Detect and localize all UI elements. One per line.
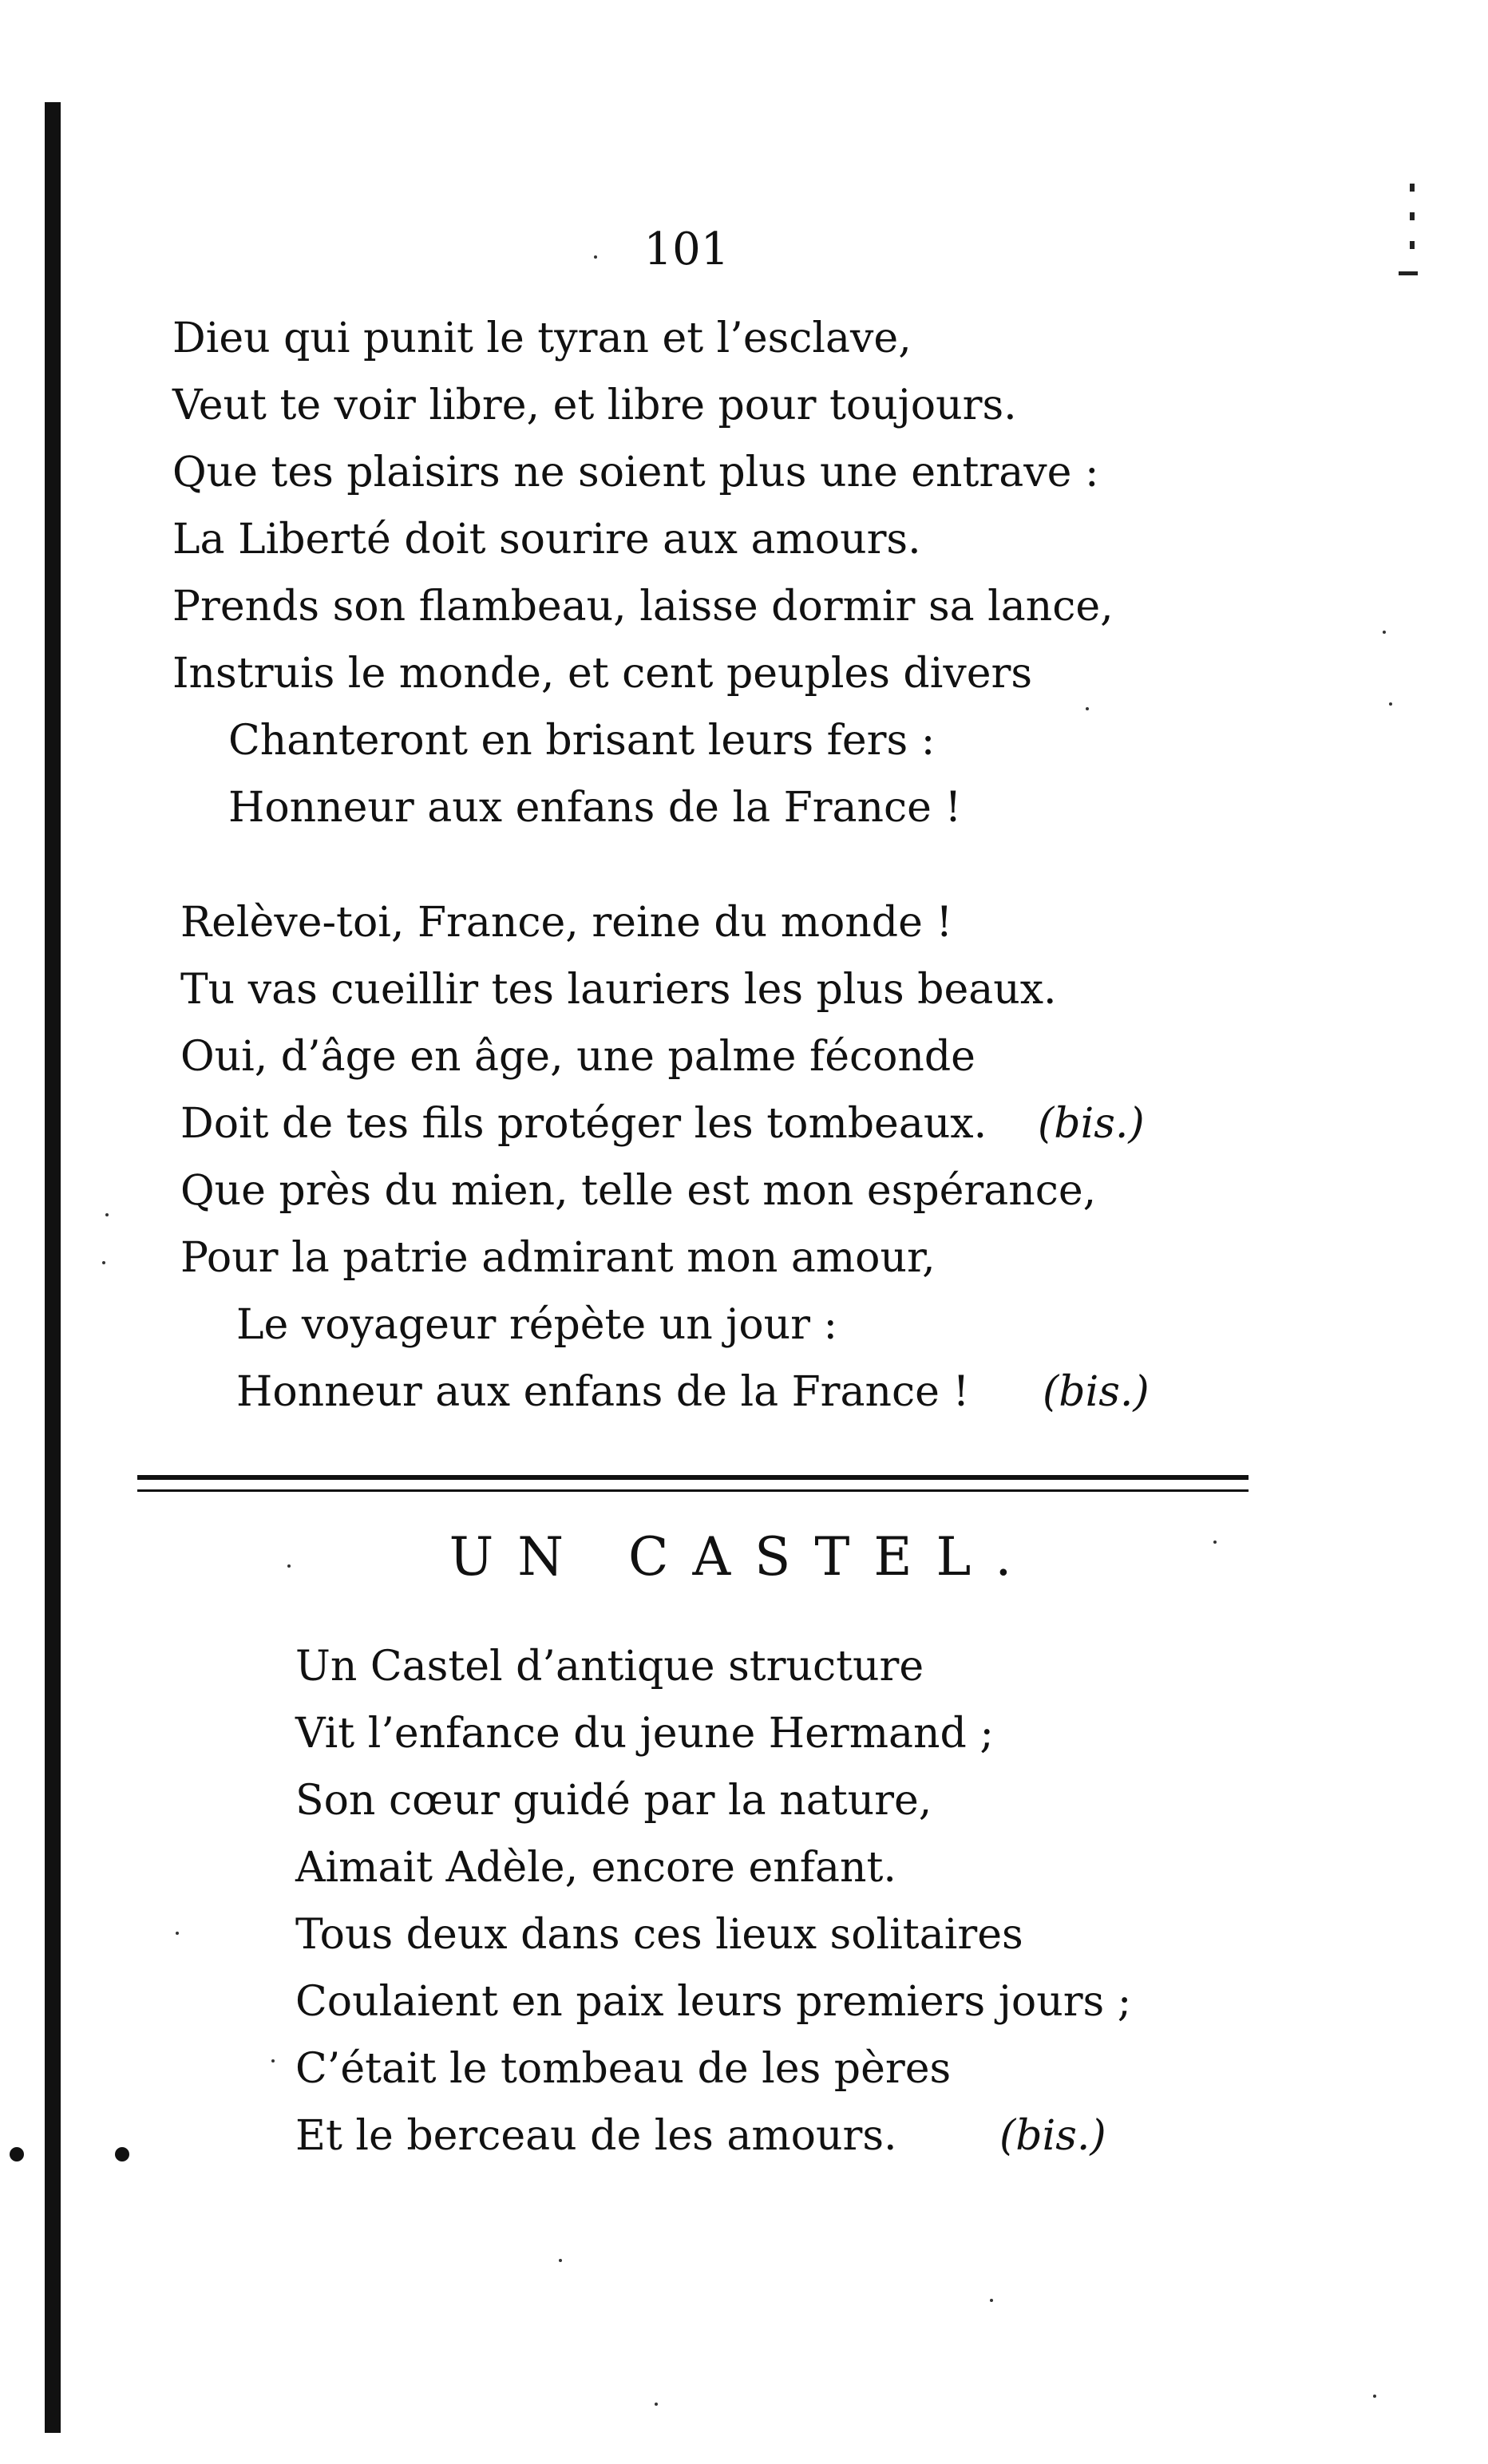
scan-speck [1383,631,1386,634]
scan-speck [105,1213,109,1216]
verse-line: La Liberté doit sourire aux amours. [172,516,921,564]
verse-line: Doit de tes fils protéger les tombeaux. [180,1100,987,1148]
section-divider-thick [137,1475,1249,1480]
verse-line: Veut te voir libre, et libre pour toujours. [172,382,1017,429]
verse-line: C’était le tombeau de les pères [295,2045,952,2093]
verse-line: Que près du mien, telle est mon espérance, [180,1167,1097,1215]
scan-speck [271,2059,275,2063]
verse-line: Relève-toi, France, reine du monde ! [180,899,953,947]
verse-line: Prends son flambeau, laisse dormir sa lance, [172,583,1114,631]
ink-dot [10,2147,24,2161]
scan-speck [559,2259,562,2262]
verse-line: Son cœur guidé par la nature, [295,1777,932,1825]
binding-edge-rule [45,102,61,2433]
scan-speck [1213,1540,1217,1544]
verse-line: Chanteront en brisant leurs fers : [228,717,936,765]
section-divider-thin [137,1489,1249,1492]
page-number: 101 [643,223,730,275]
verse-line: Oui, d’âge en âge, une palme féconde [180,1033,976,1081]
scan-speck [176,1932,179,1935]
scan-speck [594,255,597,259]
verse-line: Un Castel d’antique structure [295,1643,924,1691]
verse-line: Tu vas cueillir tes lauriers les plus beaux. [180,966,1057,1014]
verse-line: Aimait Adèle, encore enfant. [295,1844,896,1892]
scan-speck [1373,2395,1376,2398]
verse-line: Le voyageur répète un jour : [236,1301,838,1349]
page-edge-dash [1399,271,1418,275]
scan-speck [1086,707,1089,710]
refrain-mark: (bis.) [999,2112,1106,2160]
refrain-mark: (bis.) [1038,1100,1145,1148]
scan-speck [655,2403,658,2406]
verse-line: Instruis le monde, et cent peuples divers [172,650,1033,698]
verse-line: Pour la patrie admirant mon amour, [180,1234,936,1282]
verse-line: Dieu qui punit le tyran et l’esclave, [172,314,912,362]
scan-speck [1389,702,1392,706]
section-title: UN CASTEL. [449,1526,1036,1588]
scan-speck [102,1261,105,1264]
verse-line: Vit l’enfance du jeune Hermand ; [295,1710,994,1758]
refrain-mark: (bis.) [1043,1368,1150,1416]
verse-line: Et le berceau de les amours. [295,2112,897,2160]
scan-speck [287,1564,291,1568]
scan-speck [990,2299,993,2302]
verse-line: Que tes plaisirs ne soient plus une entrave : [172,449,1099,496]
verse-line: Honneur aux enfans de la France ! [228,784,962,832]
ink-dot [115,2147,129,2161]
verse-line: Tous deux dans ces lieux solitaires [295,1911,1023,1959]
verse-line: Coulaient en paix leurs premiers jours ; [295,1978,1132,2026]
verse-line: Honneur aux enfans de la France ! [236,1368,970,1416]
